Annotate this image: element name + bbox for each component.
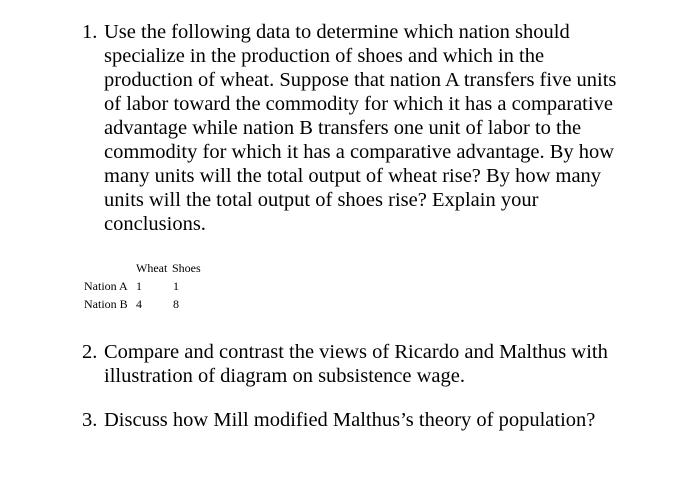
question-3-number: 3. <box>82 409 98 431</box>
question-2-text: Compare and contrast the views of Ricardo and Malthus with illustration of diagram on subsistence wage. <box>104 341 608 387</box>
table-row-label: Nation A <box>84 279 128 293</box>
question-2 <box>82 340 642 388</box>
question-1 <box>82 20 622 236</box>
table-cell-wheat: 4 <box>136 297 142 311</box>
question-1-number: 1. <box>82 21 98 43</box>
question-2-number: 2. <box>82 341 98 363</box>
table-row-label: Nation B <box>84 297 128 311</box>
table-cell-wheat: 1 <box>136 279 142 293</box>
table-header-shoes: Shoes <box>172 261 201 275</box>
table-cell-shoes: 8 <box>173 297 179 311</box>
question-3 <box>82 408 662 432</box>
question-1-text: Use the following data to determine which nation should specialize in the production of shoes and which in the production of wheat. Suppose that nation A transfers five units of labor toward the commodity for which it has a comparative advantage while nation B transfers one unit of labor to the commodity for which it has a comparative advantage. By how many units will the total output of wheat rise? By how many units will the total output of shoes rise? Explain your conclusions. <box>104 21 617 235</box>
question-3-text: Discuss how Mill modified Malthus’s theory of population? <box>104 409 596 431</box>
table-header-wheat: Wheat <box>136 261 168 275</box>
table-cell-shoes: 1 <box>173 279 179 293</box>
